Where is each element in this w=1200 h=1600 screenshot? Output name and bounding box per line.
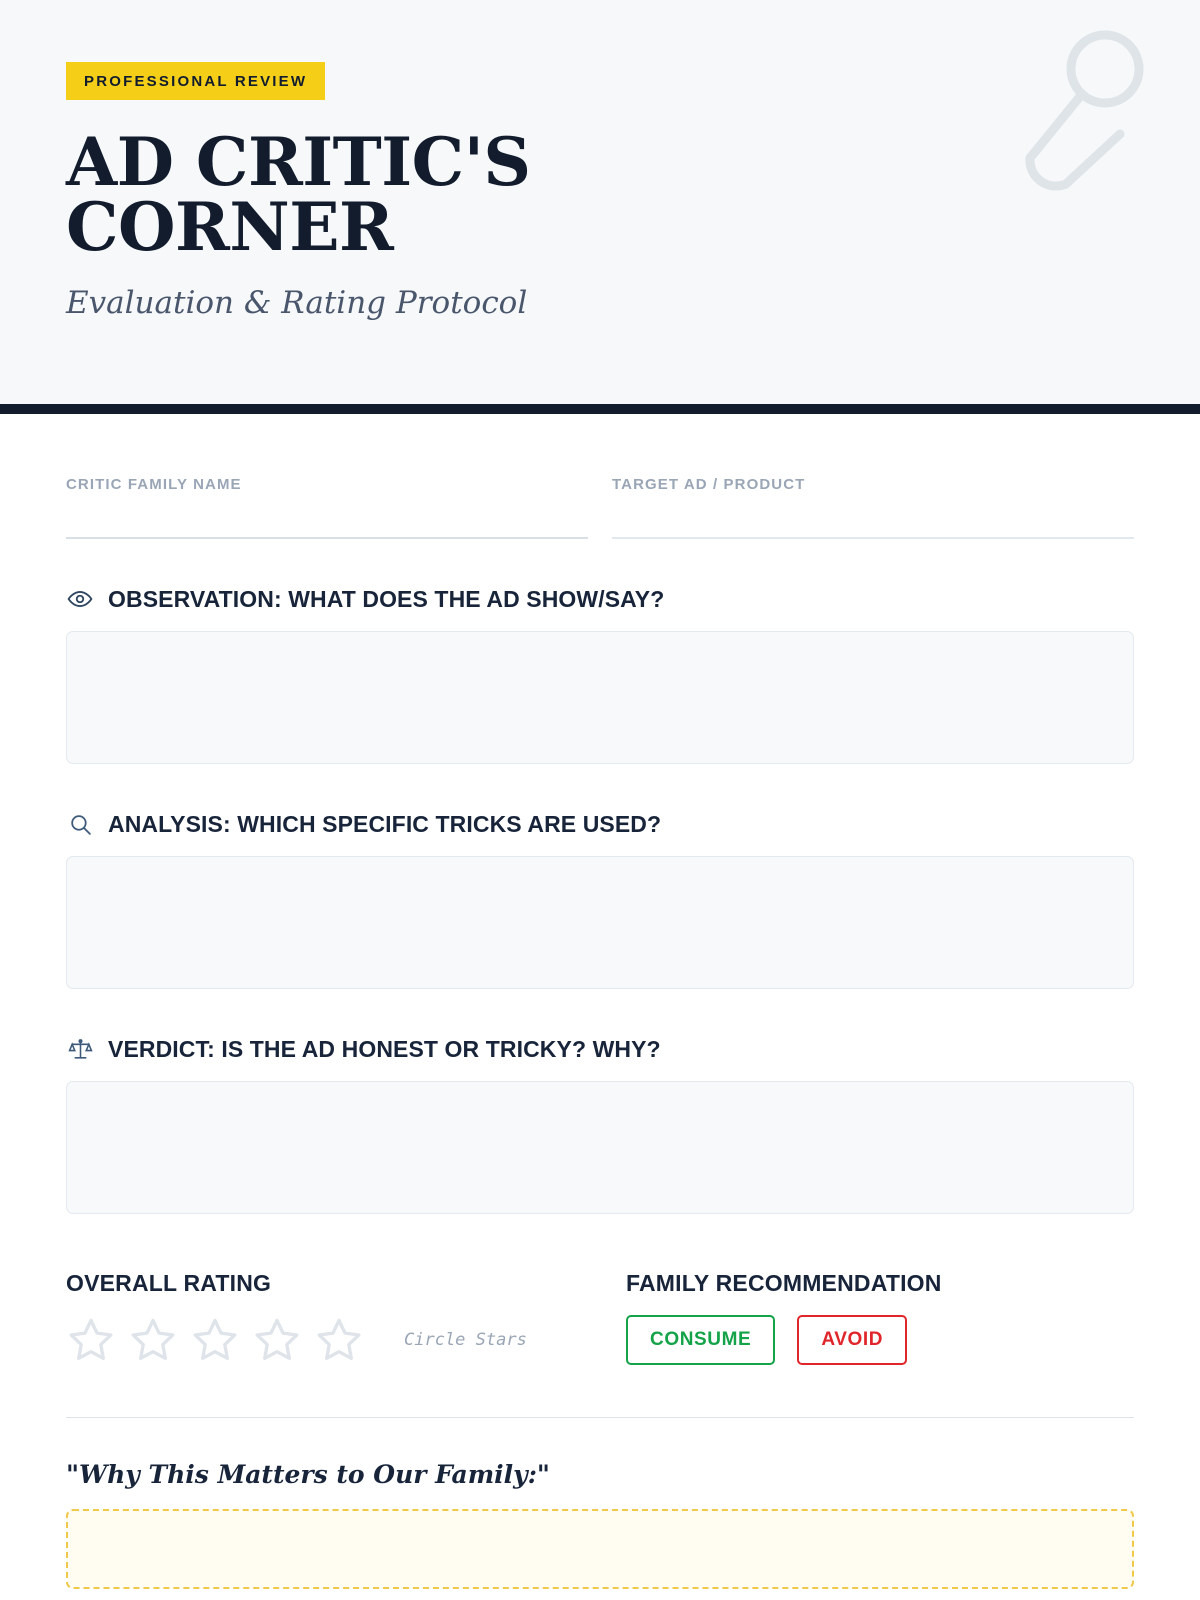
overall-rating-block [66,1270,626,1365]
critic-name-label: CRITIC FAMILY NAME [66,476,242,493]
rating-recommendation-row [66,1270,1134,1365]
target-ad-label: TARGET AD / PRODUCT [612,476,806,493]
verdict-textarea[interactable] [66,1081,1134,1214]
overall-rating-title: OVERALL RATING [66,1270,272,1296]
star-rating[interactable] [66,1315,626,1365]
eye-icon [66,585,94,613]
family-recommendation-block [626,1270,1134,1365]
star-icon[interactable] [252,1315,302,1365]
section-verdict-title: VERDICT: IS THE AD HONEST OR TRICKY? WHY? [108,1035,661,1062]
microphone-icon [992,22,1162,202]
section-divider [66,1417,1134,1418]
page-subtitle: Evaluation & Rating Protocol [66,285,528,322]
page-title: AD CRITIC'S CORNER [66,123,531,266]
critic-name-field[interactable] [66,476,588,539]
form-body [0,476,1200,1589]
section-analysis-head [66,810,1134,838]
analysis-textarea[interactable] [66,856,1134,989]
section-observation-head [66,585,1134,613]
observation-textarea[interactable] [66,631,1134,764]
section-observation-title: OBSERVATION: WHAT DOES THE AD SHOW/SAY? [108,585,665,612]
section-analysis [66,810,1134,989]
page-header [0,0,1200,404]
star-icon[interactable] [190,1315,240,1365]
why-matters-title: "Why This Matters to Our Family:" [66,1460,550,1489]
recommendation-options [626,1315,1134,1365]
target-ad-input-line[interactable] [612,537,1134,539]
section-verdict [66,1035,1134,1214]
star-icon[interactable] [66,1315,116,1365]
star-icon[interactable] [314,1315,364,1365]
magnifier-icon [66,810,94,838]
identity-row [66,476,1134,539]
section-analysis-title: ANALYSIS: WHICH SPECIFIC TRICKS ARE USED? [108,810,662,837]
scales-icon [66,1035,94,1063]
section-verdict-head [66,1035,1134,1063]
consume-button[interactable]: CONSUME [626,1315,775,1365]
avoid-button[interactable]: AVOID [797,1315,907,1365]
why-matters-textarea[interactable] [66,1509,1134,1589]
section-observation [66,585,1134,764]
status-badge: PROFESSIONAL REVIEW [66,62,325,100]
target-ad-field[interactable] [612,476,1134,539]
header-rule [0,404,1200,414]
circle-stars-hint: Circle Stars [404,1330,527,1350]
critic-name-input-line[interactable] [66,537,588,539]
family-recommendation-title: FAMILY RECOMMENDATION [626,1270,942,1296]
star-icon[interactable] [128,1315,178,1365]
